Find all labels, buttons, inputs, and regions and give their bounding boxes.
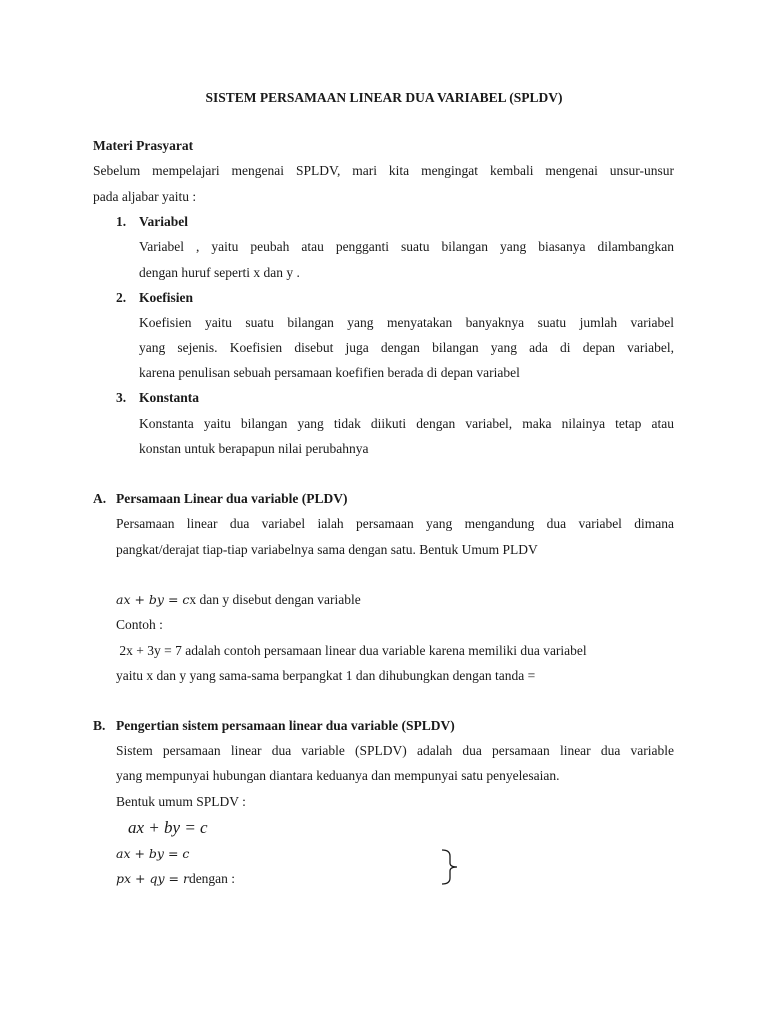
list-item-title: Koefisien	[139, 290, 193, 305]
list-item-text: Konstanta yaitu bilangan yang tidak diikuti dengan variabel, maka nilainya tetap atau	[139, 416, 674, 431]
prasyarat-heading: Materi Prasyarat	[93, 138, 194, 153]
section-b-text: yang mempunyai hubungan diantara keduanya dan mempunyai satu penyelesaian.	[116, 768, 560, 783]
list-item-text: yang sejenis. Koefisien disebut juga dengan bilangan yang ada di depan variabel,	[139, 340, 674, 355]
list-item-text: Koefisien yaitu suatu bilangan yang menyatakan banyaknya suatu jumlah variabel	[139, 315, 674, 330]
spldv-equation-2: px + qy = r	[116, 871, 189, 886]
list-item-text: Variabel , yaitu peubah atau pengganti suatu bilangan yang biasanya dilambangkan	[139, 239, 674, 254]
section-b-text: Sistem persamaan linear dua variable (SPLDV) adalah dua persamaan linear dua variable	[116, 743, 674, 758]
pldv-formula-note: x dan y disebut dengan variable	[189, 592, 361, 607]
list-item-title: Konstanta	[139, 390, 200, 405]
section-b-heading: Pengertian sistem persamaan linear dua variable (SPLDV)	[116, 718, 455, 733]
list-item-number: 3.	[116, 390, 127, 405]
pldv-formula-line	[116, 592, 361, 608]
section-a-text: pangkat/derajat tiap-tiap variabelnya sama dengan satu. Bentuk Umum PLDV	[116, 542, 538, 557]
curly-brace-icon	[440, 848, 464, 886]
spldv-formula-large: ax + by = c	[128, 818, 208, 837]
contoh-label: Contoh :	[116, 617, 163, 632]
prasyarat-intro-line: Sebelum mempelajari mengenai SPLDV, mari kita mengingat kembali mengenai unsur-unsur	[93, 163, 674, 178]
list-item-number: 1.	[116, 214, 127, 229]
section-a-letter: A.	[93, 491, 107, 506]
contoh-text: 2x + 3y = 7 adalah contoh persamaan linear dua variable karena memiliki dua variabel	[116, 643, 587, 658]
list-item-text: karena penulisan sebuah persamaan koefifien berada di depan variabel	[139, 365, 520, 380]
section-a-text: Persamaan linear dua variabel ialah persamaan yang mengandung dua variabel dimana	[116, 516, 674, 531]
list-item-text: konstan untuk berapapun nilai perubahnya	[139, 441, 369, 456]
document-title: SISTEM PERSAMAAN LINEAR DUA VARIABEL (SPLDV)	[205, 90, 563, 105]
bentuk-umum-label: Bentuk umum SPLDV :	[116, 794, 246, 809]
spldv-equation-2-suffix: dengan :	[188, 871, 236, 886]
spldv-equation-1: ax + by = c	[116, 846, 190, 861]
list-item-text: dengan huruf seperti x dan y .	[139, 265, 300, 280]
spldv-equation-2-line	[116, 871, 235, 887]
list-item-number: 2.	[116, 290, 127, 305]
prasyarat-intro-line: pada aljabar yaitu :	[93, 189, 197, 204]
section-a-heading: Persamaan Linear dua variable (PLDV)	[116, 491, 348, 506]
list-item-title: Variabel	[139, 214, 189, 229]
pldv-formula: ax + by = c	[116, 592, 190, 607]
section-b-letter: B.	[93, 718, 106, 733]
contoh-text: yaitu x dan y yang sama-sama berpangkat 1 dan dihubungkan dengan tanda =	[116, 668, 536, 683]
